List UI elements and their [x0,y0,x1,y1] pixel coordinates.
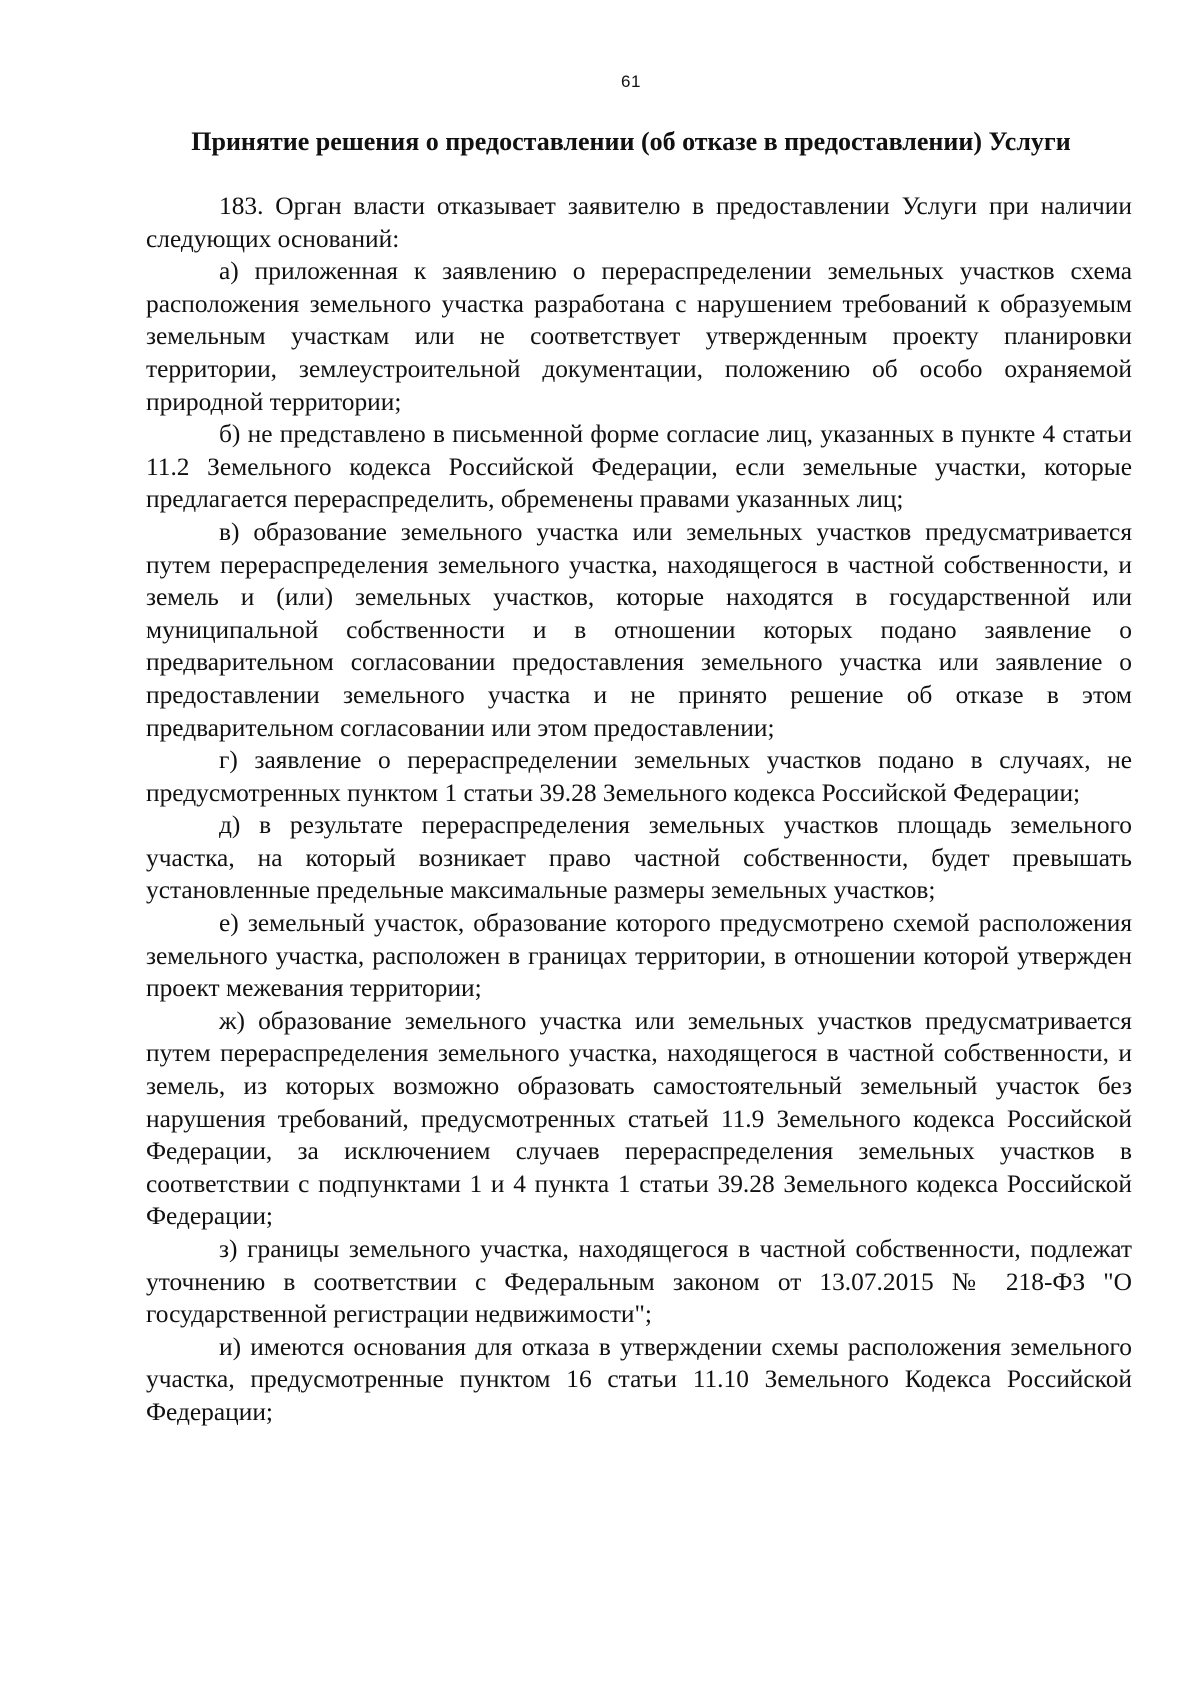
paragraph-item-b: б) не представлено в письменной форме согласие лиц, указанных в пункте 4 статьи 11.2 Земельного кодекса Российской Федерации, если земельные участки, которые предлагается перераспределить, обременены правами указанных лиц; [146,420,1132,514]
paragraph-item-i: и) имеются основания для отказа в утверждении схемы расположения земельного участка, предусмотренные пунктом 16 статьи 11.10 Земельного Кодекса Российской Федерации; [146,1332,1132,1426]
page-number: 61 [621,72,641,91]
paragraph-item-zh: ж) образование земельного участка или земельных участков предусматривается путем перераспределения земельного участка, находящегося в частной собственности, и земель, из которых возможно образовать самостоятельный земельный участок без нарушения требований, предусмотренных статьей 11.9 Земельного кодекса Российской Федерации, за исключением случаев перераспределения земельных участков в соответствии с подпунктами 1 и 4 пункта 1 статьи 39.28 Земельного кодекса Российской Федерации; [146,1006,1132,1231]
paragraph-183: 183. Орган власти отказывает заявителю в предоставлении Услуги при наличии следующих оснований: [146,192,1132,253]
section-heading: Принятие решения о предоставлении (об отказе в предоставлении) Услуги [191,127,1071,156]
paragraph-item-g: г) заявление о перераспределении земельных участков подано в случаях, не предусмотренных пунктом 1 статьи 39.28 Земельного кодекса Российской Федерации; [146,746,1132,807]
paragraph-item-a: а) приложенная к заявлению о перераспределении земельных участков схема расположения земельного участка разработана с нарушением требований к образуемым земельным участкам или не соответствует утвержденным проекту планировки территории, землеустроительной документации, положению об особо охраняемой природной территории; [146,257,1132,416]
paragraph-item-d: д) в результате перераспределения земельных участков площадь земельного участка, на который возникает право частной собственности, будет превышать установленные предельные максимальные размеры земельных участков; [146,811,1132,905]
document-body [146,190,1132,1429]
paragraph-item-v: в) образование земельного участка или земельных участков предусматривается путем перераспределения земельного участка, находящегося в частной собственности, и земель и (или) земельных участков, которые находятся в государственной или муниципальной собственности и в отношении которых подано заявление о предварительном согласовании предоставления земельного участка или заявление о предоставлении земельного участка и не принято решение об отказе в этом предварительном согласовании или этом предоставлении; [146,517,1132,742]
paragraph-item-z: з) границы земельного участка, находящегося в частной собственности, подлежат уточнению в соответствии с Федеральным законом от 13.07.2015 № 218-ФЗ "О государственной регистрации недвижимости"; [146,1235,1132,1329]
paragraph-item-e: е) земельный участок, образование которого предусмотрено схемой расположения земельного участка, расположен в границах территории, в отношении которой утвержден проект межевания территории; [146,909,1132,1003]
